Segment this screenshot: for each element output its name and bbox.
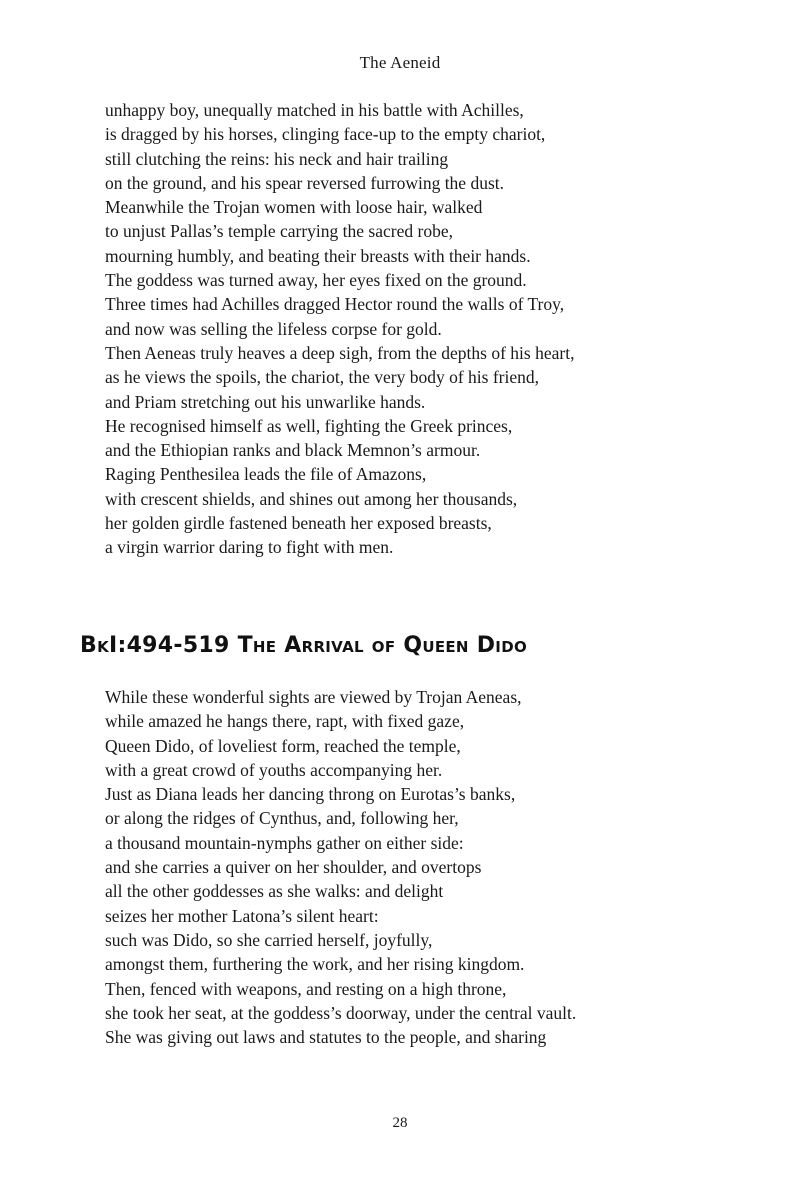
section-heading: BkI:494-519 The Arrival of Queen Dido (80, 633, 527, 658)
verse-line: Then, fenced with weapons, and resting on a high throne, (105, 978, 507, 999)
verse-line: on the ground, and his spear reversed furrowing the dust. (105, 172, 504, 193)
verse-line: While these wonderful sights are viewed by Trojan Aeneas, (105, 687, 522, 707)
verse-line: amongst them, furthering the work, and her rising kingdom. (105, 954, 525, 975)
verse-line: and the Ethiopian ranks and black Memnon’s armour. (105, 440, 481, 461)
verse-line: to unjust Pallas’s temple carrying the sacred robe, (105, 221, 453, 242)
verse-line: Just as Diana leads her dancing throng on Eurotas’s banks, (105, 784, 516, 805)
verse-passage-1 (105, 98, 745, 560)
verse-line: mourning humbly, and beating their breasts with their hands. (105, 245, 531, 266)
verse-passage-2 (105, 685, 745, 1049)
verse-line: with a great crowd of youths accompanying her. (105, 759, 443, 780)
page-number: 28 (392, 1115, 408, 1131)
verse-line: while amazed he hangs there, rapt, with fixed gaze, (105, 711, 465, 732)
running-head: The Aeneid (359, 53, 441, 72)
verse-line: and she carries a quiver on her shoulder, and overtops (105, 857, 482, 878)
verse-line: seizes her mother Latona’s silent heart: (105, 905, 379, 926)
verse-line: a thousand mountain-nymphs gather on either side: (105, 832, 464, 853)
verse-line: she took her seat, at the goddess’s doorway, under the central vault. (105, 1002, 577, 1023)
verse-line: her golden girdle fastened beneath her exposed breasts, (105, 513, 492, 534)
verse-line: and Priam stretching out his unwarlike hands. (105, 391, 426, 412)
verse-line: The goddess was turned away, her eyes fixed on the ground. (105, 270, 527, 291)
verse-line: unhappy boy, unequally matched in his battle with Achilles, (105, 100, 524, 120)
verse-line: and now was selling the lifeless corpse for gold. (105, 318, 442, 339)
verse-line: Raging Penthesilea leads the file of Amazons, (105, 464, 427, 485)
verse-line: all the other goddesses as she walks: and delight (105, 881, 444, 902)
verse-line: is dragged by his horses, clinging face-up to the empty chariot, (105, 124, 546, 145)
verse-line: Queen Dido, of loveliest form, reached the temple, (105, 735, 461, 756)
verse-line: such was Dido, so she carried herself, joyfully, (105, 929, 433, 950)
verse-line: She was giving out laws and statutes to the people, and sharing (105, 1027, 547, 1048)
verse-line: still clutching the reins: his neck and hair trailing (105, 148, 449, 169)
verse-line: a virgin warrior daring to fight with men. (105, 537, 394, 558)
verse-line: with crescent shields, and shines out among her thousands, (105, 488, 518, 509)
verse-line: He recognised himself as well, fighting the Greek princes, (105, 415, 513, 436)
verse-line: Meanwhile the Trojan women with loose hair, walked (105, 197, 483, 218)
verse-line: Then Aeneas truly heaves a deep sigh, from the depths of his heart, (105, 342, 575, 363)
verse-line: Three times had Achilles dragged Hector round the walls of Troy, (105, 294, 565, 315)
verse-line: or along the ridges of Cynthus, and, following her, (105, 808, 459, 829)
verse-line: as he views the spoils, the chariot, the very body of his friend, (105, 367, 539, 388)
